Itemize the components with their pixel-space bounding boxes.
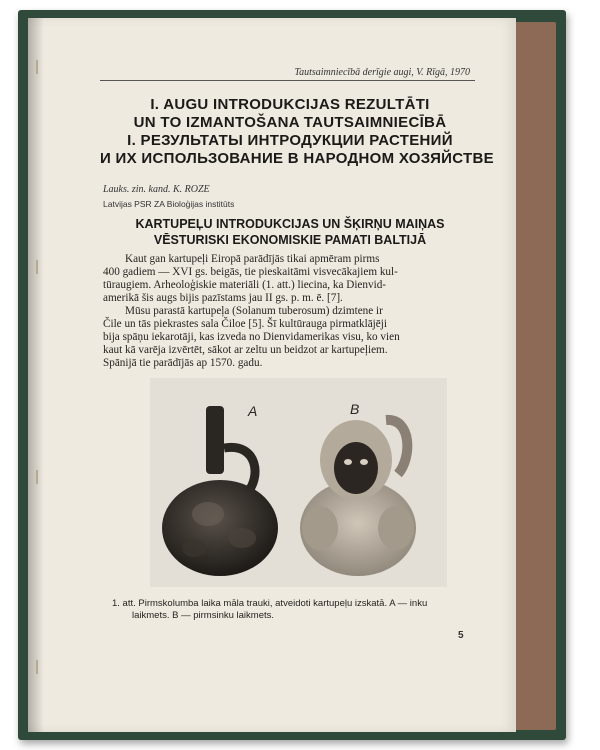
binding-stitch <box>36 660 38 674</box>
figure-caption-line: 1. att. Pirmskolumba laika māla trauki, atveidoti kartupeļu izskatā. A — inku <box>112 598 428 609</box>
affiliation-line: Latvijas PSR ZA Bioloģijas institūts <box>103 199 235 209</box>
section-title-line-ru: И ИХ ИСПОЛЬЗОВАНИЕ В НАРОДНОМ ХОЗЯЙСТВЕ <box>100 150 494 167</box>
binding-stitch <box>36 60 38 74</box>
figure-photo-clay-vessels <box>150 378 447 587</box>
body-text-line: Čile un tās piekrastes sala Čiloe [5]. Šī kultūrauga pirmatklājēji <box>103 318 387 330</box>
body-text-line: kaut kā varēja izvērtēt, sākot ar zeltu un beidzot ar kartupeļiem. <box>103 344 388 356</box>
section-title-line: UN TO IZMANTOŠANA TAUTSAIMNIECĪBĀ <box>133 114 447 131</box>
article-title-line: KARTUPEĻU INTRODUKCIJAS UN ŠĶIRŅU MAIŅAS <box>135 217 445 231</box>
page-number: 5 <box>458 630 464 641</box>
body-text-line: bija spāņu iekarotāji, kas izveda no Dienvidamerikas visu, ko vien <box>103 331 400 343</box>
binding-stitch <box>36 260 38 274</box>
body-text-line: Kaut gan kartupeļi Eiropā parādījās tikai apmēram pirms <box>125 253 380 265</box>
section-title-line-ru: I. РЕЗУЛЬТАТЫ ИНТРОДУКЦИИ РАСТЕНИЙ <box>127 132 453 149</box>
figure-label-a: A <box>248 403 258 419</box>
header-rule <box>100 80 475 81</box>
section-title-line: I. AUGU INTRODUKCIJAS REZULTĀTI <box>150 96 430 113</box>
binding-stitch <box>36 470 38 484</box>
body-text-line: 400 gadiem — XVI gs. beigās, tie pieskaitāmi visvecākajiem kul- <box>103 266 398 278</box>
running-head: Tautsaimniecībā derīgie augi, V. Rīgā, 1970 <box>294 67 470 78</box>
clay-vessels-illustration <box>150 378 447 587</box>
body-text-line: tūraugiem. Arheoloģiskie materiāli (1. att.) liecina, ka Dienvid- <box>103 279 387 291</box>
spine-shadow <box>28 18 44 732</box>
article-title-line: VĒSTURISKI EKONOMISKIE PAMATI BALTIJĀ <box>153 233 427 247</box>
figure-caption-line: laikmets. B — pirmsinku laikmets. <box>132 610 275 621</box>
body-text-line: Spānijā tie parādījās ap 1570. gadu. <box>103 357 263 369</box>
body-text-line: Mūsu parastā kartupeļa (Solanum tuberosum) dzimtene ir <box>125 305 383 317</box>
author-line: Lauks. zin. kand. K. ROZE <box>103 184 210 195</box>
figure-label-b: B <box>350 401 360 417</box>
body-text-line: amerikā šis augs bijis pazīstams jau II gs. p. m. ē. [7]. <box>103 292 343 304</box>
